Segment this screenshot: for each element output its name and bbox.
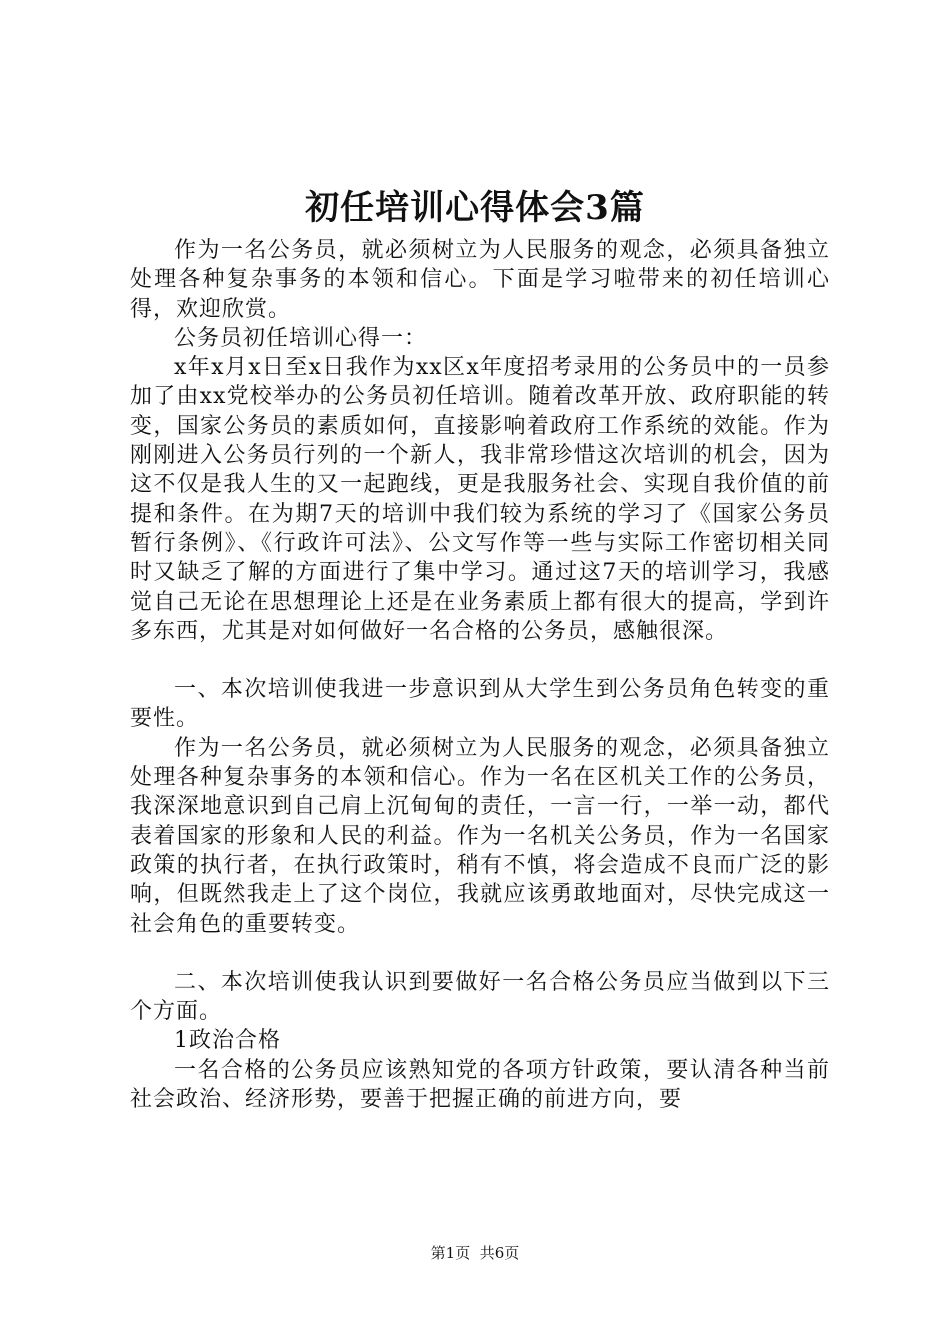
body-paragraph: 作为一名公务员，就必须树立为人民服务的观念，必须具备独立处理各种复杂事务的本领和信心。作为一名在区机关工作的公务员，我深深地意识到自己肩上沉甸甸的责任，一言一行，一举一动，都代表着国家的形象和人民的利益。作为一名机关公务员，作为一名国家政策的执行者，在执行政策时，稍有不慎，将会造成不良而广泛的影响，但既然我走上了这个岗位，我就应该勇敢地面对，尽快完成这一社会角色的重要转变。	[130, 735, 830, 937]
point-heading: 二、本次培训使我认识到要做好一名合格公务员应当做到以下三个方面。	[130, 969, 830, 1025]
subpoint-heading: 1政治合格	[174, 1028, 281, 1054]
page-footer	[0, 1243, 950, 1263]
body-paragraph: x年x月x日至x日我作为xx区x年度招考录用的公务员中的一员参加了由xx党校举办的公务员初任培训。随着改革开放、政府职能的转变，国家公务员的素质如何，直接影响着政府工作系统的效能。作为刚刚进入公务员行列的一个新人，我非常珍惜这次培训的机会，因为这不仅是我人生的又一起跑线，更是我服务社会、实现自我价值的前提和条件。在为期7天的培训中我们较为系统的学习了《国家公务员暂行条例》、《行政许可法》、公文写作等一些与实际工作密切相关同时又缺乏了解的方面进行了集中学习。通过这7天的培训学习，我感觉自己无论在思想理论上还是在业务素质上都有很大的提高，学到许多东西，尤其是对如何做好一名合格的公务员，感触很深。	[130, 355, 830, 644]
section-heading: 公务员初任培训心得一：	[174, 325, 428, 351]
document-body	[130, 236, 830, 1114]
page-total: 共6页	[479, 1244, 520, 1262]
point-heading: 一、本次培训使我进一步意识到从大学生到公务员角色转变的重要性。	[130, 677, 830, 732]
document-title: 初任培训心得体会3篇	[305, 188, 645, 228]
body-paragraph: 一名合格的公务员应该熟知党的各项方针政策，要认清各种当前社会政治、经济形势，要善于把握正确的前进方向，要	[130, 1057, 830, 1113]
intro-paragraph: 作为一名公务员，就必须树立为人民服务的观念，必须具备独立处理各种复杂事务的本领和信心。下面是学习啦带来的初任培训心得，欢迎欣赏。	[130, 238, 830, 322]
page-number: 第1页	[430, 1244, 471, 1262]
